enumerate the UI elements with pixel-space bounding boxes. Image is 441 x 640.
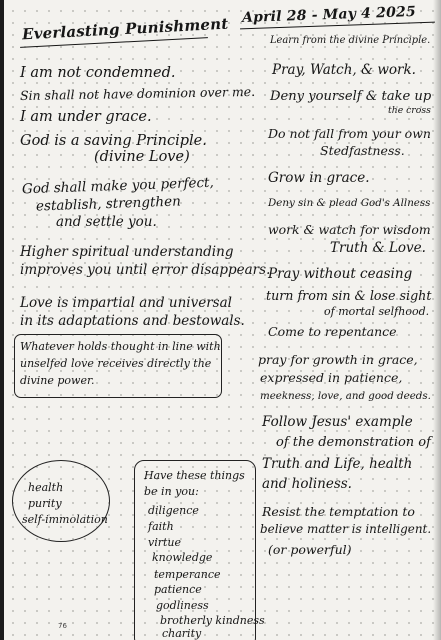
right-line: expressed in patience, — [260, 370, 403, 385]
affirmation-line: improves you until error disappears. — [20, 262, 271, 278]
right-line: of the demonstration of — [276, 435, 431, 450]
affirmation-line: establish, strengthen — [35, 193, 182, 215]
date-range: April 28 - May 4 2025 — [241, 3, 417, 27]
affirmation-line: and settle you. — [56, 214, 157, 230]
affirmation-line: I am not condemned. — [20, 65, 176, 81]
right-line: Learn from the divine Principle. — [270, 35, 431, 46]
journal-page — [4, 0, 441, 640]
right-line: believe matter is intelligent. — [260, 522, 432, 536]
right-line: Truth and Life, health — [262, 456, 413, 472]
virtue-item: brotherly kindness — [160, 614, 265, 627]
right-line: Pray, Watch, & work. — [272, 62, 416, 78]
right-line: Stedfastness. — [320, 143, 405, 158]
right-line: meekness, love, and good deeds. — [260, 390, 431, 402]
virtues-heading: be in you: — [144, 485, 199, 498]
affirmation-line: (divine Love) — [94, 149, 190, 165]
affirmation-line: I am under grace. — [20, 109, 152, 125]
right-line: pray for growth in grace, — [258, 352, 418, 367]
affirmation-line: God is a saving Principle. — [20, 133, 207, 149]
right-line: turn from sin & lose sight — [266, 288, 432, 303]
affirmation-line: Sin shall not have dominion over me. — [19, 83, 256, 104]
page-number: 76 — [58, 622, 67, 630]
right-line: (or powerful) — [268, 542, 352, 557]
affirmation-line: Love is impartial and universal — [20, 295, 232, 311]
virtue-item: temperance — [154, 568, 221, 581]
virtue-item: diligence — [148, 504, 199, 517]
boxed-note-line: unselfed love receives directly the — [20, 357, 212, 370]
right-line: Deny sin & plead God's Allness — [268, 197, 431, 209]
right-line: Deny yourself & take up — [270, 89, 432, 104]
virtue-item: knowledge — [152, 551, 213, 564]
boxed-note-line: divine power. — [20, 374, 95, 387]
right-line: work & watch for wisdom — [268, 222, 431, 237]
virtue-item: faith — [148, 520, 174, 533]
page-title: Everlasting Punishment — [21, 14, 229, 44]
virtue-item: virtue — [148, 536, 182, 549]
oval-item: health — [28, 481, 64, 494]
right-line: Pray without ceasing — [268, 266, 413, 282]
affirmation-line: in its adaptations and bestowals. — [20, 313, 245, 329]
right-line: Grow in grace. — [268, 170, 370, 186]
virtue-item: patience — [154, 583, 202, 596]
boxed-note-line: Whatever holds thought in line with — [20, 340, 221, 353]
oval-item: self-immolation — [22, 513, 108, 526]
virtues-heading: Have these things — [144, 469, 245, 482]
affirmation-line: God shall make you perfect, — [21, 174, 215, 198]
virtue-item: charity — [162, 627, 202, 640]
right-line: and holiness. — [262, 476, 352, 492]
right-line: Do not fall from your own — [268, 126, 431, 141]
right-line: Truth & Love. — [330, 240, 426, 256]
virtue-item: godliness — [156, 599, 209, 612]
affirmation-line: Higher spiritual understanding — [20, 244, 234, 260]
right-line: Come to repentance — [268, 324, 397, 339]
oval-item: purity — [28, 497, 62, 510]
right-line: the cross — [388, 105, 431, 116]
right-line: of mortal selfhood. — [324, 305, 430, 318]
right-line: Follow Jesus' example — [262, 414, 413, 430]
right-line: Resist the temptation to — [262, 504, 415, 519]
page-edge-shadow — [433, 0, 441, 640]
